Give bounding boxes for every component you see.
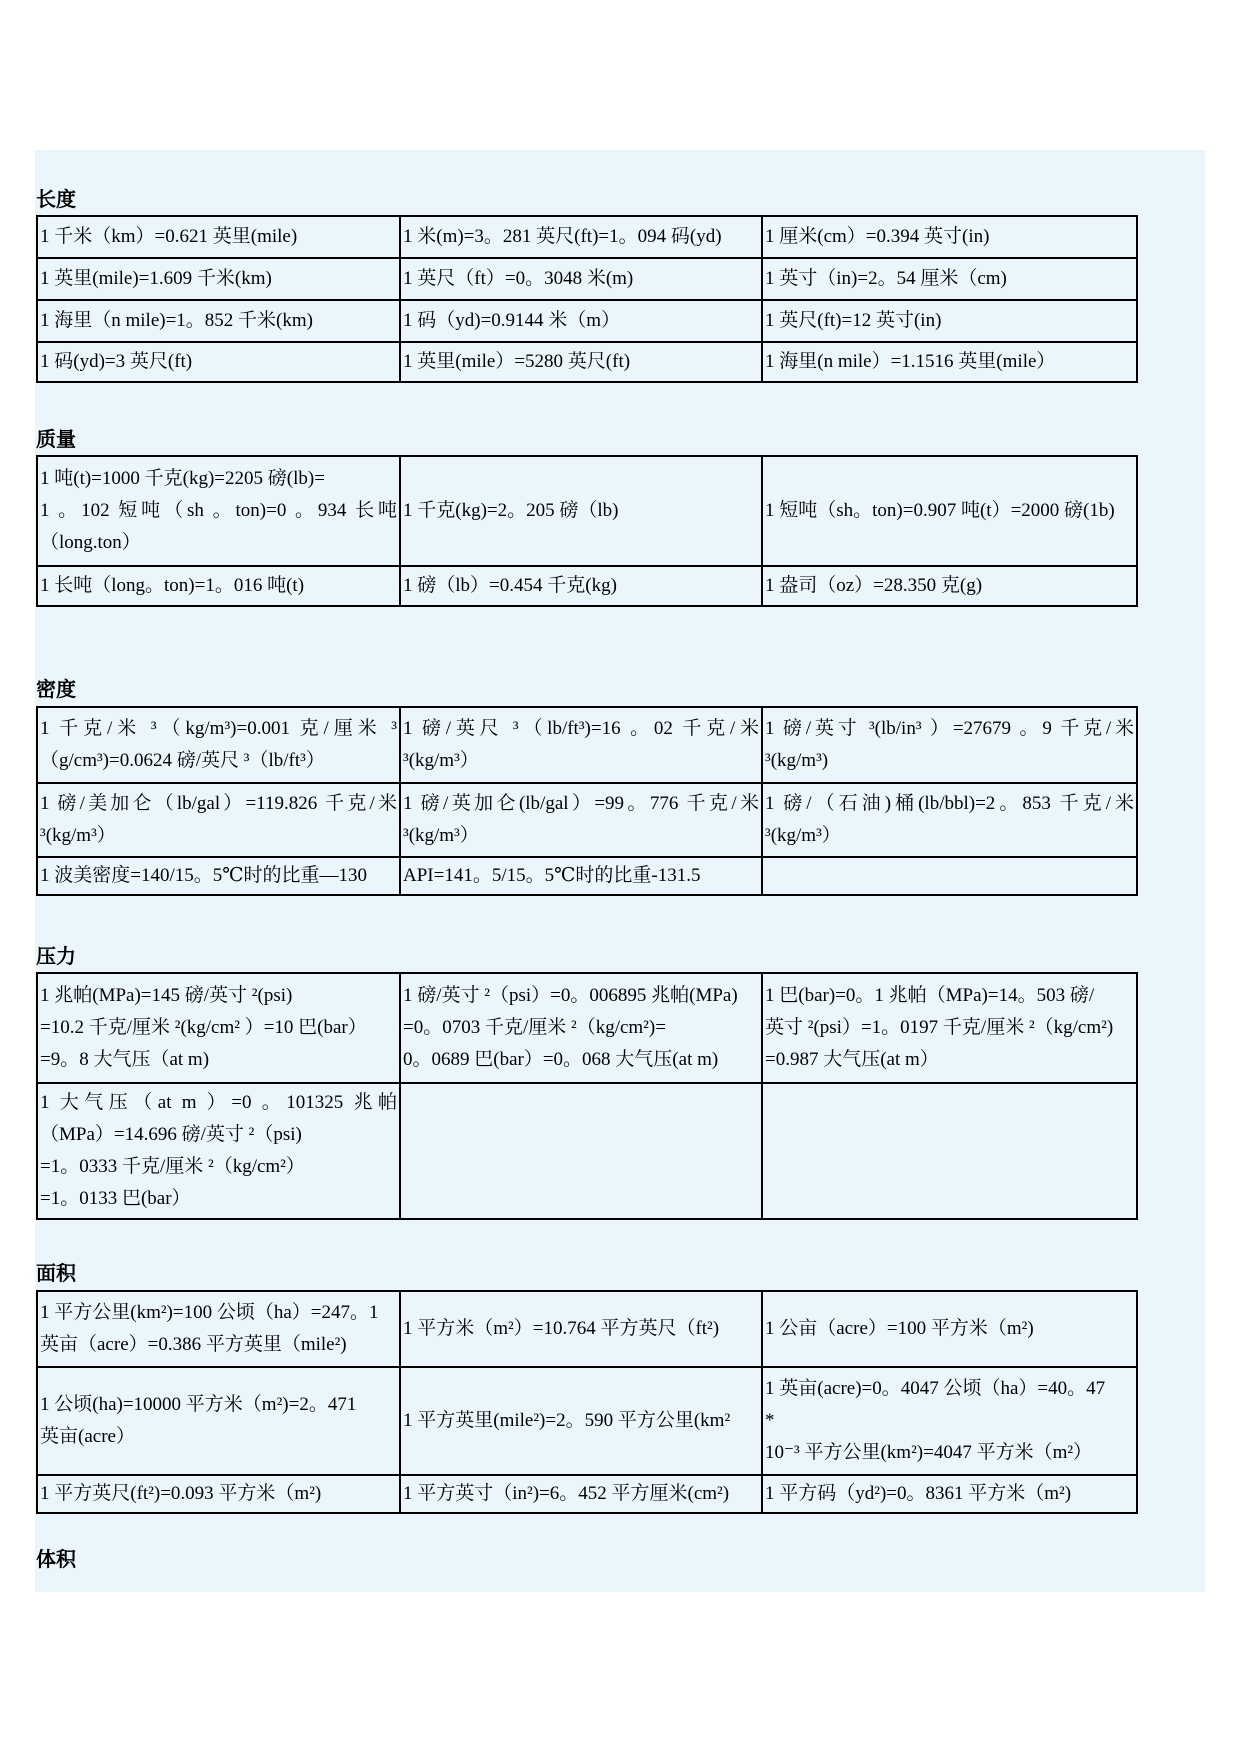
cell-line: 10⁻³ 平方公里(km²)=4047 平方米（m²） [765,1442,1093,1463]
cell-line: 0。0689 巴(bar）=0。068 大气压(at m) [403,1049,719,1070]
area-table [36,1290,1138,1514]
table-cell: 1 波美密度=140/15。5℃时的比重—130 [37,857,400,895]
section-heading-volume: 体积 [36,1547,76,1571]
table-cell: 1 平方码（yd²)=0。8361 平方米（m²) [762,1475,1137,1513]
cell-line: 1 。102 短吨（sh 。ton)=0 。934 长吨 [40,500,397,521]
mass-table [36,455,1138,607]
cell-line: 1 平方英里(mile²)=2。590 平方公里(km² [403,1410,731,1431]
cell-line: 1 磅/（石油)桶(lb/bbl)=2。853 千克/米 [765,793,1134,814]
table-cell [37,783,400,857]
cell-line: 1 千克/米 ³（kg/m³)=0.001 克/厘米 ³ [40,718,397,739]
section-heading-length: 长度 [36,187,76,211]
cell-line: ³(kg/m³) [765,750,829,771]
cell-line: 1 巴(bar)=0。1 兆帕（MPa)=14。503 磅/ [765,985,1095,1006]
cell-line: =9。8 大气压（at m) [40,1049,210,1070]
table-row [37,707,1137,783]
table-cell [762,1291,1137,1367]
cell-line: （long.ton） [40,532,141,553]
table-row [37,1083,1137,1219]
cell-line: =1。0333 千克/厘米 ²（kg/cm²） [40,1156,305,1177]
pressure-table [36,972,1138,1220]
cell-line: ³(kg/m³） [403,750,479,771]
table-row [37,258,1137,300]
cell-line: 1 磅/英加仑(lb/gal）=99。776 千克/米 [403,793,759,814]
table-cell: 1 英里(mile）=5280 英尺(ft) [400,342,762,382]
cell-line: 1 平方米（m²）=10.764 平方英尺（ft²) [403,1318,720,1339]
cell-line: ³(kg/m³） [403,825,479,846]
cell-line: 1 公亩（acre）=100 平方米（m²) [765,1318,1034,1339]
table-cell [762,973,1137,1083]
cell-line: =10.2 千克/厘米 ²(kg/cm² ）=10 巴(bar） [40,1017,367,1038]
cell-line: （MPa）=14.696 磅/英寸 ²（psi) [40,1124,302,1145]
cell-line: 英亩(acre） [40,1426,135,1447]
table-cell: 1 平方英尺(ft²)=0.093 平方米（m²) [37,1475,400,1513]
table-cell [762,783,1137,857]
table-cell: 1 千克(kg)=2。205 磅（lb) [400,456,762,566]
table-cell [37,707,400,783]
cell-line: 1 吨(t)=1000 千克(kg)=2205 磅(lb)= [40,468,325,489]
length-table [36,215,1138,383]
table-cell: API=141。5/15。5℃时的比重-131.5 [400,857,762,895]
section-heading-mass: 质量 [36,427,76,451]
table-row [37,1367,1137,1475]
section-heading-area: 面积 [36,1261,76,1285]
cell-line: * [765,1410,775,1431]
table-cell [400,707,762,783]
table-cell [762,1083,1137,1219]
cell-line: 1 磅/英寸 ²（psi）=0。006895 兆帕(MPa) [403,985,738,1006]
table-cell: 1 海里（n mile)=1。852 千米(km) [37,300,400,342]
table-cell [400,1083,762,1219]
table-row [37,973,1137,1083]
table-cell: 1 英尺(ft)=12 英寸(in) [762,300,1137,342]
table-cell: 1 平方英寸（in²)=6。452 平方厘米(cm²) [400,1475,762,1513]
section-heading-density: 密度 [36,677,76,701]
table-cell: 1 盎司（oz）=28.350 克(g) [762,566,1137,606]
table-row [37,1291,1137,1367]
cell-line: 1 磅/英尺 ³（lb/ft³)=16 。02 千克/米 [403,718,759,739]
table-cell: 1 短吨（sh。ton)=0.907 吨(t）=2000 磅(1b) [762,456,1137,566]
table-row [37,300,1137,342]
cell-line: ³(kg/m³） [40,825,116,846]
table-row [37,216,1137,258]
table-row [37,456,1137,566]
table-cell: 1 英尺（ft）=0。3048 米(m) [400,258,762,300]
density-table [36,706,1138,896]
table-cell [400,973,762,1083]
table-row [37,342,1137,382]
cell-line: 1 平方公里(km²)=100 公顷（ha）=247。1 [40,1302,379,1323]
cell-line: ³(kg/m³） [765,825,841,846]
table-row [37,1475,1137,1513]
table-cell: 1 码（yd)=0.9144 米（m） [400,300,762,342]
table-cell: 1 千米（km）=0.621 英里(mile) [37,216,400,258]
cell-line: （g/cm³)=0.0624 磅/英尺 ³（lb/ft³） [40,750,325,771]
table-cell: 1 英寸（in)=2。54 厘米（cm) [762,258,1137,300]
table-row [37,783,1137,857]
table-cell: 1 厘米(cm）=0.394 英寸(in) [762,216,1137,258]
cell-line: 英亩（acre）=0.386 平方英里（mile²) [40,1334,347,1355]
table-cell: 1 磅（lb）=0.454 千克(kg) [400,566,762,606]
table-row [37,857,1137,895]
table-cell [37,1367,400,1475]
cell-line: 1 磅/英寸 ³(lb/in³ ）=27679 。9 千克/米 [765,718,1134,739]
table-cell [37,1083,400,1219]
table-cell [762,857,1137,895]
cell-line: =1。0133 巴(bar） [40,1188,191,1209]
table-cell [400,1291,762,1367]
cell-line: 1 公顷(ha)=10000 平方米（m²)=2。471 [40,1394,357,1415]
cell-line: 英寸 ²(psi）=1。0197 千克/厘米 ²（kg/cm²) [765,1017,1114,1038]
table-cell [762,707,1137,783]
cell-line: =0.987 大气压(at m） [765,1049,939,1070]
table-cell [37,1291,400,1367]
table-cell [762,1367,1137,1475]
table-cell [37,973,400,1083]
table-cell: 1 英里(mile)=1.609 千米(km) [37,258,400,300]
cell-line: 1 兆帕(MPa)=145 磅/英寸 ²(psi) [40,985,293,1006]
table-row [37,566,1137,606]
table-cell: 1 米(m)=3。281 英尺(ft)=1。094 码(yd) [400,216,762,258]
table-cell [400,783,762,857]
table-cell [400,1367,762,1475]
table-cell: 1 海里(n mile）=1.1516 英里(mile） [762,342,1137,382]
table-cell [37,456,400,566]
cell-line: 1 大气压（at m ）=0 。101325 兆帕 [40,1092,397,1113]
table-cell: 1 长吨（long。ton)=1。016 吨(t) [37,566,400,606]
cell-line: 1 磅/美加仑（lb/gal）=119.826 千克/米 [40,793,397,814]
cell-line: 1 英亩(acre)=0。4047 公顷（ha）=40。47 [765,1378,1106,1399]
table-cell: 1 码(yd)=3 英尺(ft) [37,342,400,382]
cell-line: =0。0703 千克/厘米 ²（kg/cm²)= [403,1017,666,1038]
section-heading-pressure: 压力 [36,944,76,968]
